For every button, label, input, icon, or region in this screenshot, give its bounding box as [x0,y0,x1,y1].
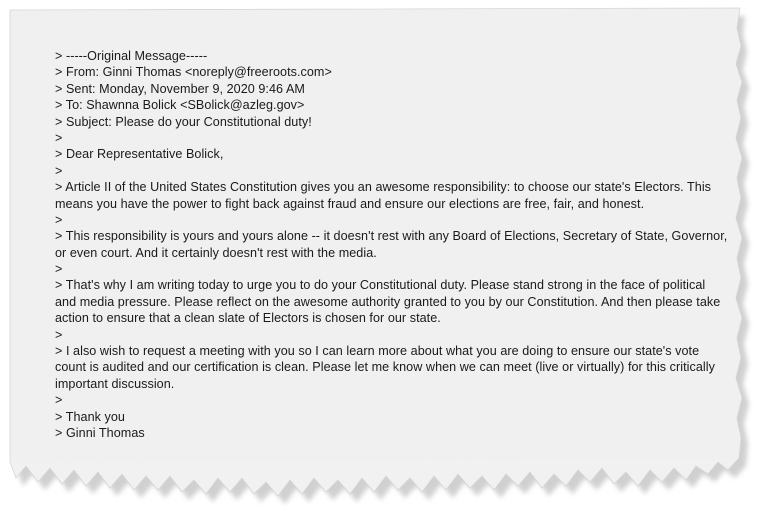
header-to: > To: Shawnna Bolick <SBolick@azleg.gov> [55,98,305,113]
paragraph-3-line-1: > That's why I am writing today to urge you to do your Constitutional duty. Please stand strong in the face of political [55,278,706,293]
quote-marker: > [55,327,63,342]
paragraph-1-line-1: > Article II of the United States Constitution gives you an awesome responsibility: to choose our state's Electors. This [55,180,712,195]
paragraph-4-line-3: important discussion. [55,376,175,391]
quote-marker: > [55,212,63,227]
paragraph-3-line-2: and media pressure. Please reflect on the awesome authority granted to you by our Constitution. And then please take [55,294,721,309]
paragraph-4-line-2: count is audited and our certification is clean. Please let me know when we can meet (live or virtually) for this critically [55,360,715,375]
quote-marker: > [55,163,63,178]
quote-marker: > [55,130,63,145]
quote-marker: > [55,262,63,277]
salutation: > Dear Representative Bolick, [55,147,224,162]
header-subject: > Subject: Please do your Constitutional duty! [55,114,312,129]
closing: > Thank you [55,409,125,424]
header-sent: > Sent: Monday, November 9, 2020 9:46 AM [55,81,305,96]
signature-name: > Ginni Thomas [55,425,145,440]
header-original-message: > -----Original Message----- [55,49,208,63]
email-body [55,48,728,441]
header-from: > From: Ginni Thomas <noreply@freeroots.com> [55,65,332,80]
paragraph-2-line-1: > This responsibility is yours and yours alone -- it doesn't rest with any Board of Elections, Secretary of State, Governor, [55,229,728,244]
quote-marker: > [55,393,63,408]
paragraph-4-line-1: > I also wish to request a meeting with you so I can learn more about what you are doing to ensure our state's vote [55,344,700,359]
paragraph-3-line-3: action to ensure that a clean slate of Electors is chosen for our state. [55,311,441,326]
paragraph-1-line-2: means you have the power to fight back against fraud and ensure our elections are free, fair, and honest. [55,196,645,211]
paragraph-2-line-2: or even court. And it certainly doesn't rest with the media. [55,245,377,260]
